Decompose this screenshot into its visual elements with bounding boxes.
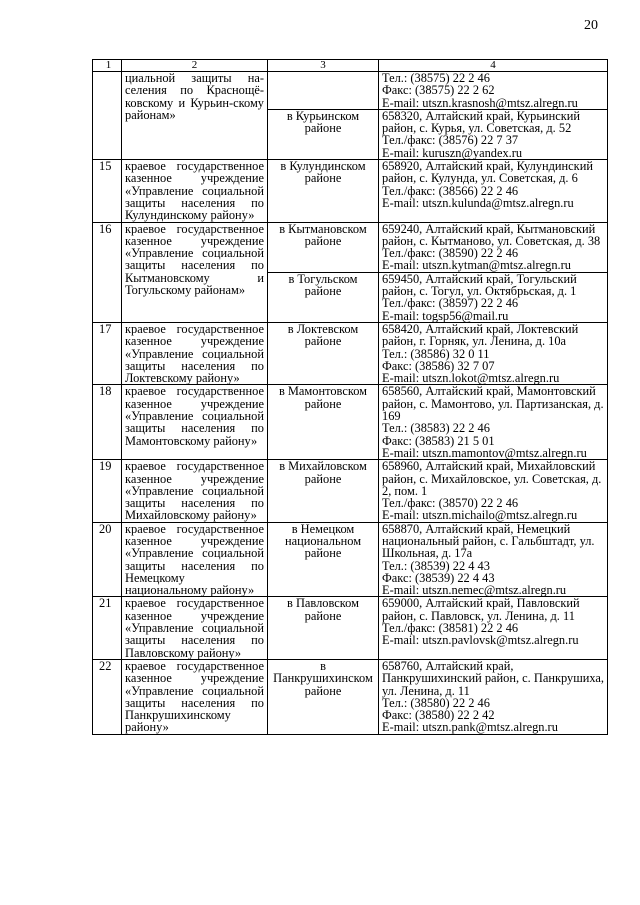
district-name: в Мамонтовском районе [268, 385, 379, 460]
header-col-4: 4 [379, 60, 608, 72]
organization-name: циальной защиты на-селения по Краснощё-ковскому и Курьин-скому районам» [122, 72, 268, 160]
contact-info [379, 522, 608, 597]
contact-info [379, 659, 608, 734]
contact-info [379, 109, 608, 159]
row-number: 15 [93, 160, 122, 222]
contact-line: 658960, Алтайский край, Михайловский район, с. Михайловское, ул. Советская, д. 2, пом. 1 [382, 459, 602, 498]
contact-line: 658870, Алтайский край, Немецкий национальный район, с. Гальбштадт, ул. Школьная, д. 17а [382, 521, 595, 561]
organization-name: краевое государственное казенное учреждение «Управление социальной защиты населения по Кулундинскому району» [122, 160, 268, 222]
email-line: E-mail: utszn.mamontov@mtsz.alregn.ru [382, 445, 587, 460]
contact-info [379, 272, 608, 322]
row-number: 18 [93, 385, 122, 460]
email-line: E-mail: utszn.kulunda@mtsz.alregn.ru [382, 195, 574, 210]
contact-line: Тел.: (38583) 22 2 46 [382, 421, 490, 436]
contact-line: 658760, Алтайский край, Панкрушихинский район, с. Панкрушиха, ул. Ленина, д. 11 [382, 658, 605, 698]
header-col-3: 3 [268, 60, 379, 72]
header-col-2: 2 [122, 60, 268, 72]
email-line: E-mail: togsp56@mail.ru [382, 308, 509, 323]
contact-line: 658420, Алтайский край, Локтевский район, г. Горняк, ул. Ленина, д. 10а [382, 321, 579, 349]
contact-info [379, 322, 608, 384]
contact-line: Тел.: (38580) 22 2 46 [382, 695, 490, 710]
district-name: в Кулундинском районе [268, 160, 379, 222]
district-name: в Михайловском районе [268, 460, 379, 522]
contact-info [379, 222, 608, 272]
row-number: 21 [93, 597, 122, 659]
contact-line: Факс: (38539) 22 4 43 [382, 570, 495, 585]
row-number [93, 72, 122, 160]
row-number: 19 [93, 460, 122, 522]
email-line: E-mail: utszn.kytman@mtsz.alregn.ru [382, 258, 571, 273]
contact-line: 659240, Алтайский край, Кытмановский район, с. Кытманово, ул. Советская, д. 38 [382, 221, 601, 248]
table-row [93, 385, 608, 460]
contact-line: 658920, Алтайский край, Кулундинский район, с. Кулунда, ул. Советская, д. 6 [382, 159, 593, 186]
table-row [93, 222, 608, 272]
organization-name: краевое государственное казенное учреждение «Управление социальной защиты населения по Мамонтовскому району» [122, 385, 268, 460]
contact-line: 659000, Алтайский край, Павловский район, с. Павловск, ул. Ленина, д. 11 [382, 596, 580, 623]
district-name: в Локтевском районе [268, 322, 379, 384]
email-line: E-mail: utszn.krasnosh@mtsz.alregn.ru [382, 95, 578, 110]
contact-info [379, 72, 608, 110]
row-number: 17 [93, 322, 122, 384]
contact-line: Тел.: (38539) 22 4 43 [382, 558, 490, 573]
contact-line: Тел./факс: (38570) 22 2 46 [382, 496, 519, 511]
contact-line: Тел./факс: (38597) 22 2 46 [382, 296, 519, 311]
contact-line: 658320, Алтайский край, Курьинский район, с. Курья, ул. Советская, д. 52 [382, 108, 581, 136]
organization-name: краевое государственное казенное учреждение «Управление социальной защиты населения по Панкрушихинскому району» [122, 659, 268, 734]
contact-info [379, 160, 608, 222]
table-row [93, 522, 608, 597]
institutions-table [92, 59, 608, 735]
district-name: в Кытмановском районе [268, 222, 379, 272]
email-line: E-mail: utszn.nemec@mtsz.alregn.ru [382, 583, 567, 598]
contact-line: Тел.: (38575) 22 2 46 [382, 71, 490, 85]
email-line: E-mail: utszn.pavlovsk@mtsz.alregn.ru [382, 633, 579, 648]
contact-line: 658560, Алтайский край, Мамонтовский район, с. Мамонтово, ул. Партизанская, д. 169 [382, 384, 604, 424]
contact-line: Факс: (38583) 21 5 01 [382, 433, 495, 448]
row-number: 16 [93, 222, 122, 322]
email-line: E-mail: utszn.michailo@mtsz.alregn.ru [382, 508, 578, 523]
district-name: в Немецком национальном районе [268, 522, 379, 597]
contact-line: Тел./факс: (38576) 22 7 37 [382, 133, 519, 148]
organization-name: краевое государственное казенное учреждение «Управление социальной защиты населения по Павловскому району» [122, 597, 268, 659]
email-line: E-mail: utszn.lokot@mtsz.alregn.ru [382, 371, 560, 386]
district-name: в Тогульском районе [268, 272, 379, 322]
table-header-row [93, 60, 608, 72]
table-row [93, 659, 608, 734]
contact-line: Факс: (38586) 32 7 07 [382, 358, 495, 373]
email-line: E-mail: utszn.pank@mtsz.alregn.ru [382, 720, 558, 735]
page-number: 20 [584, 18, 598, 33]
contact-line: Тел.: (38586) 32 0 11 [382, 346, 490, 361]
table-row [93, 72, 608, 110]
contact-line: Тел./факс: (38566) 22 2 46 [382, 183, 519, 198]
district-name: в Курьинском районе [268, 109, 379, 159]
district-name [268, 72, 379, 110]
contact-line: Факс: (38575) 22 2 62 [382, 83, 495, 98]
organization-name: краевое государственное казенное учреждение «Управление социальной защиты населения по Локтевскому району» [122, 322, 268, 384]
table-row [93, 460, 608, 522]
contact-line: Тел./факс: (38590) 22 2 46 [382, 246, 519, 261]
row-number: 22 [93, 659, 122, 734]
contact-line: 659450, Алтайский край, Тогульский район, с. Тогул, ул. Октябрьская, д. 1 [382, 271, 577, 299]
table-row [93, 322, 608, 384]
district-name: в Павловском районе [268, 597, 379, 659]
district-name: в Панкрушихинском районе [268, 659, 379, 734]
contact-line: Тел./факс: (38581) 22 2 46 [382, 621, 519, 636]
header-col-1: 1 [93, 60, 122, 72]
organization-name: краевое государственное казенное учреждение «Управление социальной защиты населения по Михайловскому району» [122, 460, 268, 522]
row-number: 20 [93, 522, 122, 597]
organization-name: краевое государственное казенное учреждение «Управление социальной защиты населения по Кытмановскому и Тогульскому районам» [122, 222, 268, 322]
contact-info [379, 597, 608, 659]
table-row [93, 597, 608, 659]
email-line: E-mail: kuruszn@yandex.ru [382, 145, 523, 160]
contact-info [379, 460, 608, 522]
contact-info [379, 385, 608, 460]
organization-name: краевое государственное казенное учреждение «Управление социальной защиты населения по Немецкому национальному району» [122, 522, 268, 597]
contact-line: Факс: (38580) 22 2 42 [382, 708, 495, 723]
table-row [93, 160, 608, 222]
